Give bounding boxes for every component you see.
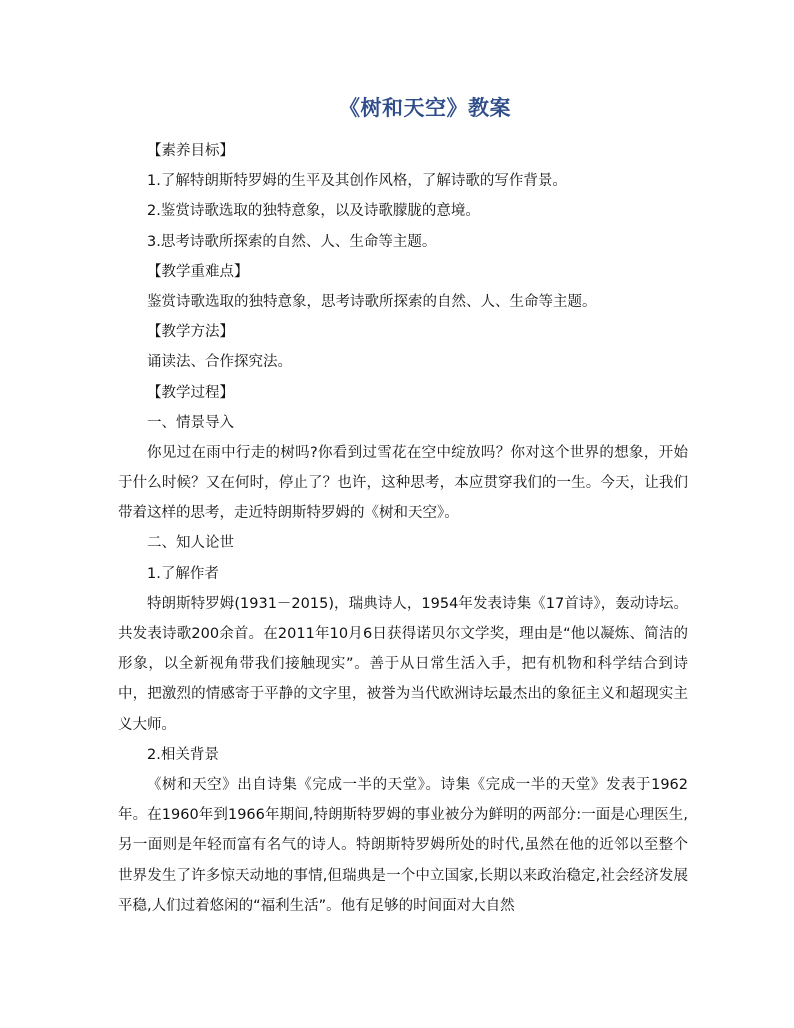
part-heading-intro: 一、情景导入 <box>147 414 234 431</box>
goal-item: 3.思考诗歌所探索的自然、人、生命等主题。 <box>147 233 437 250</box>
key-points-text: 鉴赏诗歌选取的独特意象，思考诗歌所探索的自然、人、生命等主题。 <box>147 293 597 310</box>
section-heading-methods: 【教学方法】 <box>147 324 234 341</box>
methods-text: 诵读法、合作探究法。 <box>147 354 292 371</box>
subheading-about-author: 1.了解作者 <box>147 565 219 582</box>
intro-paragraph: 你见过在雨中行走的树吗?你看到过雪花在空中绽放吗？你对这个世界的想象，开始于什么时候？又在何时，停止了？也许，这种思考，本应贯穿我们的一生。今天，让我们带着这样的思考，走近特朗斯特罗姆的《树和天空》。 <box>118 444 688 522</box>
section-heading-key-points: 【教学重难点】 <box>147 263 249 280</box>
document-title: 《树和天空》教案 <box>339 95 511 120</box>
section-heading-goals: 【素养目标】 <box>147 143 234 159</box>
section-heading-process: 【教学过程】 <box>147 384 234 401</box>
goal-item: 1.了解特朗斯特罗姆的生平及其创作风格，了解诗歌的写作背景。 <box>147 173 567 190</box>
goal-item: 2.鉴赏诗歌选取的独特意象，以及诗歌朦胧的意境。 <box>147 203 480 220</box>
part-heading-author: 二、知人论世 <box>147 535 234 552</box>
author-paragraph: 特朗斯特罗姆(1931－2015)，瑞典诗人，1954年发表诗集《17首诗》，轰动诗坛。共发表诗歌200余首。在2011年10月6日获得诺贝尔文学奖，理由是“他以凝炼、简洁的形象，以全新视角带我们接触现实”。善于从日常生活入手，把有机物和科学结合到诗中，把激烈的情感寄于平静的文字里，被誉为当代欧洲诗坛最杰出的象征主义和超现实主义大师。 <box>118 595 688 733</box>
background-paragraph: 《树和天空》出自诗集《完成一半的天堂》。诗集《完成一半的天堂》发表于1962年。在1960年到1966年期间,特朗斯特罗姆的事业被分为鲜明的两部分:一面是心理医生,另一面则是年轻而富有名气的诗人。特朗斯特罗姆所处的时代,虽然在他的近邻以至整个世界发生了许多惊天动地的事情,但瑞典是一个中立国家,长期以来政治稳定,社会经济发展平稳,人们过着悠闲的“福利生活”。他有足够的时间面对大自然 <box>118 777 688 914</box>
subheading-background: 2.相关背景 <box>147 746 219 763</box>
document-body <box>118 136 688 921</box>
